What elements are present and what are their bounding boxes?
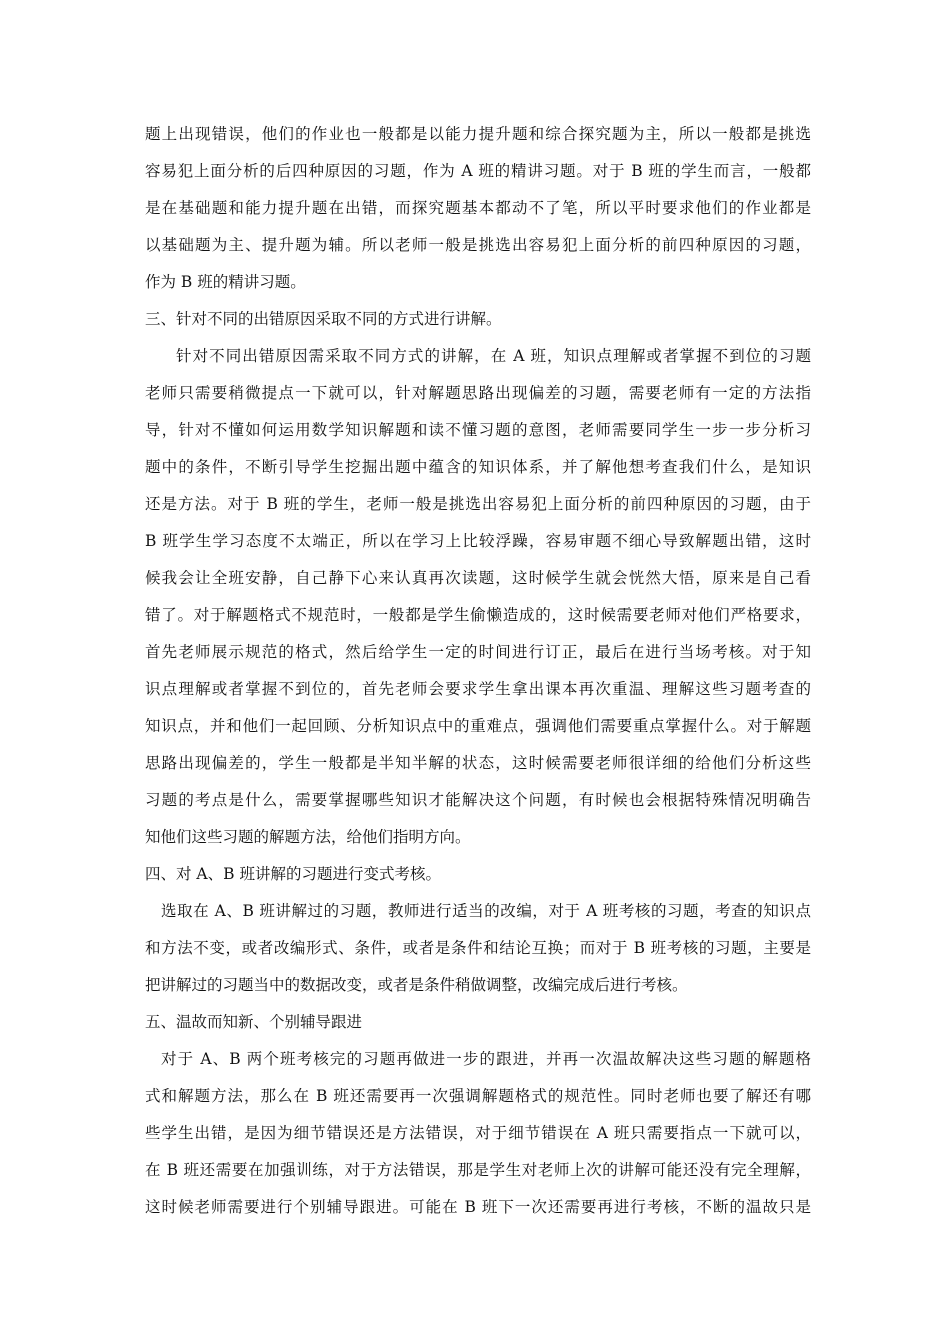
text-line: 题上出现错误，他们的作业也一般都是以能力提升题和综合探究题为主，所以一般都是挑选: [145, 125, 811, 143]
text-line: 在 B 班还需要在加强训练，对于方法错误，那是学生对老师上次的讲解可能还没有完全理解，: [145, 1161, 811, 1179]
text-line: B 班学生学习态度不太端正，所以在学习上比较浮躁，容易审题不细心导致解题出错，这时: [145, 532, 811, 550]
text-line: 识点理解或者掌握不到位的，首先老师会要求学生拿出课本再次重温、理解这些习题考查的: [145, 680, 811, 698]
text-line: 式和解题方法，那么在 B 班还需要再一次强调解题格式的规范性。同时老师也要了解还有哪: [145, 1087, 811, 1105]
text-line: 思路出现偏差的，学生一般都是半知半解的状态，这时候需要老师很详细的给他们分析这些: [145, 754, 811, 772]
text-line: 知识点，并和他们一起回顾、分析知识点中的重难点，强调他们需要重点掌握什么。对于解题: [145, 717, 811, 735]
section-heading: 五、温故而知新、个别辅导跟进: [145, 1013, 363, 1031]
text-line: 对于 A、B 两个班考核完的习题再做进一步的跟进，并再一次温故解决这些习题的解题格: [161, 1050, 811, 1068]
text-line: 题中的条件，不断引导学生挖掘出题中蕴含的知识体系，并了解他想考查我们什么，是知识: [145, 458, 811, 476]
document-page: [145, 116, 811, 1226]
text-line: 候我会让全班安静，自己静下心来认真再次读题，这时候学生就会恍然大悟，原来是自己看: [145, 569, 811, 587]
text-line: 和方法不变，或者改编形式、条件，或者是条件和结论互换；而对于 B 班考核的习题，主要是: [145, 939, 811, 957]
text-line: 针对不同出错原因需采取不同方式的讲解，在 A 班，知识点理解或者掌握不到位的习题: [176, 347, 811, 365]
text-line: 导，针对不懂如何运用数学知识解题和读不懂习题的意图，老师需要同学生一步一步分析习: [145, 421, 811, 439]
text-line: 容易犯上面分析的后四种原因的习题，作为 A 班的精讲习题。对于 B 班的学生而言，一般都: [145, 162, 811, 180]
text-line: 知他们这些习题的解题方法，给他们指明方向。: [145, 828, 471, 846]
text-line: 还是方法。对于 B 班的学生，老师一般是挑选出容易犯上面分析的前四种原因的习题，由于: [145, 495, 811, 513]
text-line: 是在基础题和能力提升题在出错，而探究题基本都动不了笔，所以平时要求他们的作业都是: [145, 199, 811, 217]
text-line: 选取在 A、B 班讲解过的习题，教师进行适当的改编，对于 A 班考核的习题，考查的知识点: [161, 902, 811, 920]
section-heading: 四、对 A、B 班讲解的习题进行变式考核。: [145, 865, 441, 883]
text-line: 老师只需要稍微提点一下就可以，针对解题思路出现偏差的习题，需要老师有一定的方法指: [145, 384, 811, 402]
text-line: 首先老师展示规范的格式，然后给学生一定的时间进行订正，最后在进行当场考核。对于知: [145, 643, 811, 661]
text-line: 把讲解过的习题当中的数据改变，或者是条件稍做调整，改编完成后进行考核。: [145, 976, 688, 994]
text-line: 错了。对于解题格式不规范时，一般都是学生偷懒造成的，这时候需要老师对他们严格要求，: [145, 606, 811, 624]
text-line: 些学生出错，是因为细节错误还是方法错误，对于细节错误在 A 班只需要指点一下就可以，: [145, 1124, 811, 1142]
text-line: 习题的考点是什么，需要掌握哪些知识才能解决这个问题，有时候也会根据特殊情况明确告: [145, 791, 811, 809]
text-line: 作为 B 班的精讲习题。: [145, 273, 306, 291]
text-line: 以基础题为主、提升题为辅。所以老师一般是挑选出容易犯上面分析的前四种原因的习题，: [145, 236, 811, 254]
text-line: 这时候老师需要进行个别辅导跟进。可能在 B 班下一次还需要再进行考核，不断的温故只是: [145, 1198, 811, 1216]
section-heading: 三、针对不同的出错原因采取不同的方式进行讲解。: [145, 310, 502, 328]
